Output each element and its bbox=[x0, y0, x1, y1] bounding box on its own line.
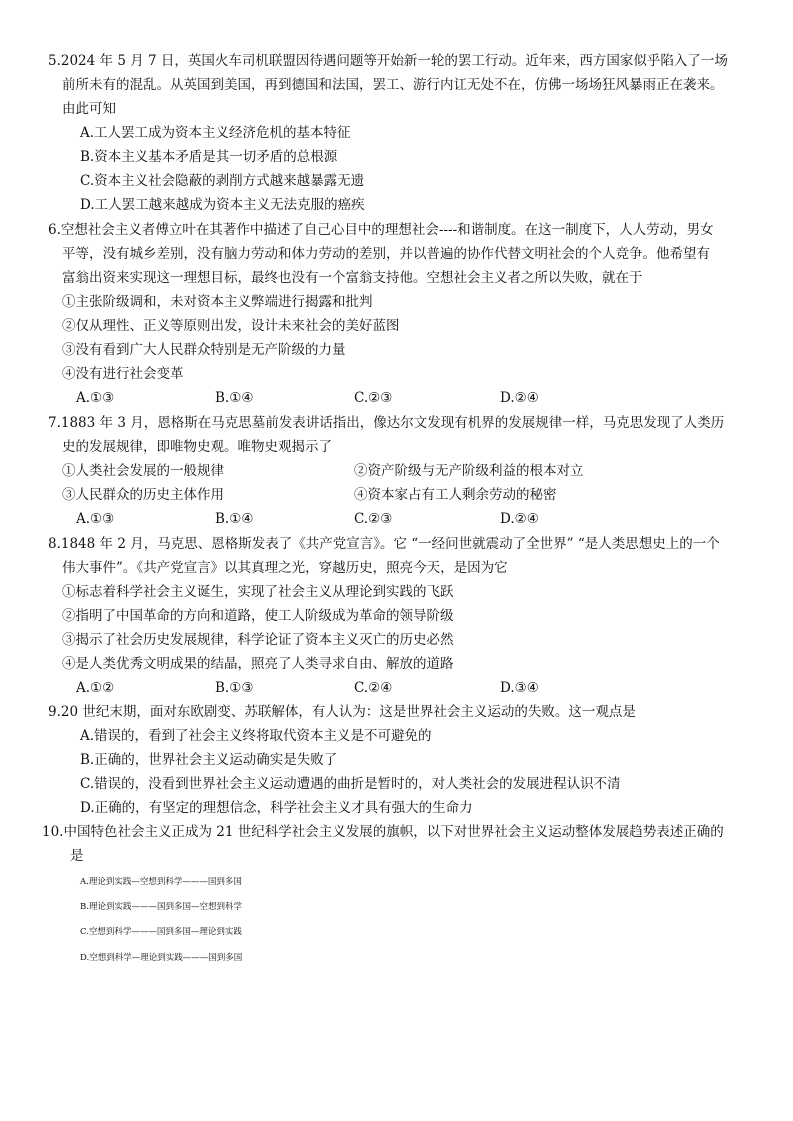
q6-statement: ①主张阶级调和，未对资本主义弊端进行揭露和批判 bbox=[62, 294, 373, 310]
q7-choice-c: C.②③ bbox=[354, 511, 393, 527]
q5-option: D.工人罢工越来越成为资本主义无法克服的癌疾 bbox=[80, 197, 365, 213]
q9-option: A.错误的，看到了社会主义终将取代资本主义是不可避免的 bbox=[80, 728, 432, 744]
q6-statement: ②仅从理性、正义等原则出发，设计未来社会的美好蓝图 bbox=[62, 318, 400, 334]
q9-option: D.正确的，有坚定的理想信念，科学社会主义才具有强大的生命力 bbox=[80, 800, 473, 816]
q6-statement: ④没有进行社会变革 bbox=[62, 366, 184, 382]
q8-statement: ④是人类优秀文明成果的结晶，照亮了人类寻求自由、解放的道路 bbox=[62, 656, 454, 672]
q8-stem-line: 伟大事件”。《共产党宣言》以其真理之光，穿越历史，照亮今天，是因为它 bbox=[62, 560, 508, 576]
q10-option: D.空想到科学—理论到实践———国到多国 bbox=[80, 953, 243, 963]
q6-stem-line: 平等，没有城乡差别，没有脑力劳动和体力劳动的差别，并以普遍的协作代替文明社会的个人竞争。他希望有 bbox=[62, 246, 710, 262]
q7-stem-line: 史的发展规律，即唯物史观。唯物史观揭示了 bbox=[62, 439, 332, 455]
q7-choice-b: B.①④ bbox=[215, 511, 254, 527]
q7-statement: ③人民群众的历史主体作用 bbox=[62, 487, 224, 503]
q5-option: A.工人罢工成为资本主义经济危机的基本特征 bbox=[80, 125, 351, 141]
q7-statement: ④资本家占有工人剩余劳动的秘密 bbox=[354, 487, 557, 503]
q8-choice-c: C.②④ bbox=[354, 680, 393, 696]
q6-choice-c: C.②③ bbox=[354, 390, 393, 406]
q6-stem-line: 6.空想社会主义者傅立叶在其著作中描述了自己心目中的理想社会----和谐制度。在这一制度下，人人劳动，男女 bbox=[48, 222, 714, 238]
q10-stem-line: 10.中国特色社会主义正成为 21 世纪科学社会主义发展的旗帜，以下对世界社会主义运动整体发展趋势表述正确的 bbox=[42, 824, 724, 840]
q7-choice-a: A.①③ bbox=[76, 511, 115, 527]
q7-choice-d: D.②④ bbox=[500, 511, 539, 527]
q10-option: C.空想到科学———国到多国—理论到实践 bbox=[80, 927, 242, 937]
q6-stem-line: 富翁出资来实现这一理想目标，最终也没有一个富翁支持他。空想社会主义者之所以失败，就在于 bbox=[62, 270, 643, 286]
q9-stem-line: 9.20 世纪末期，面对东欧剧变、苏联解体，有人认为：这是世界社会主义运动的失败。这一观点是 bbox=[48, 704, 636, 720]
q6-choice-b: B.①④ bbox=[215, 390, 254, 406]
q10-stem-line: 是 bbox=[70, 848, 84, 864]
q7-statement: ①人类社会发展的一般规律 bbox=[62, 463, 224, 479]
q6-choice-d: D.②④ bbox=[500, 390, 539, 406]
q9-option: B.正确的，世界社会主义运动确实是失败了 bbox=[80, 752, 338, 768]
q10-option: B.理论到实践———国到多国—空想到科学 bbox=[80, 902, 242, 912]
q8-statement: ③揭示了社会历史发展规律，科学论证了资本主义灭亡的历史必然 bbox=[62, 632, 454, 648]
q8-choice-d: D.③④ bbox=[500, 680, 539, 696]
q8-choice-b: B.①③ bbox=[215, 680, 254, 696]
q5-stem-line: 5.2024 年 5 月 7 日，英国火车司机联盟因待遇问题等开始新一轮的罢工行动。近年来，西方国家似乎陷入了一场 bbox=[48, 53, 728, 69]
q7-statement: ②资产阶级与无产阶级利益的根本对立 bbox=[354, 463, 584, 479]
q8-choice-a: A.①② bbox=[76, 680, 115, 696]
q5-stem-line: 由此可知 bbox=[62, 101, 116, 117]
q8-statement: ①标志着科学社会主义诞生，实现了社会主义从理论到实践的飞跃 bbox=[62, 584, 454, 600]
q5-option: C.资本主义社会隐蔽的剥削方式越来越暴露无遗 bbox=[80, 173, 365, 189]
q5-stem-line: 前所未有的混乱。从英国到美国，再到德国和法国，罢工、游行内讧无处不在，仿佛一场场狂风暴雨正在袭来。 bbox=[62, 77, 724, 93]
q5-option: B.资本主义基本矛盾是其一切矛盾的总根源 bbox=[80, 149, 338, 165]
q6-statement: ③没有看到广大人民群众特别是无产阶级的力量 bbox=[62, 342, 346, 358]
q10-option: A.理论到实践—空想到科学———国到多国 bbox=[80, 877, 242, 887]
q9-option: C.错误的，没看到世界社会主义运动遭遇的曲折是暂时的，对人类社会的发展进程认识不清 bbox=[80, 776, 621, 792]
q8-stem-line: 8.1848 年 2 月，马克思、恩格斯发表了《共产党宣言》。它 “一经问世就震动了全世界” “是人类思想史上的一个 bbox=[48, 536, 720, 552]
q6-choice-a: A.①③ bbox=[76, 390, 115, 406]
q7-stem-line: 7.1883 年 3 月，恩格斯在马克思墓前发表讲话指出，像达尔文发现有机界的发展规律一样，马克思发现了人类历 bbox=[48, 415, 725, 431]
q8-statement: ②指明了中国革命的方向和道路，使工人阶级成为革命的领导阶级 bbox=[62, 608, 454, 624]
